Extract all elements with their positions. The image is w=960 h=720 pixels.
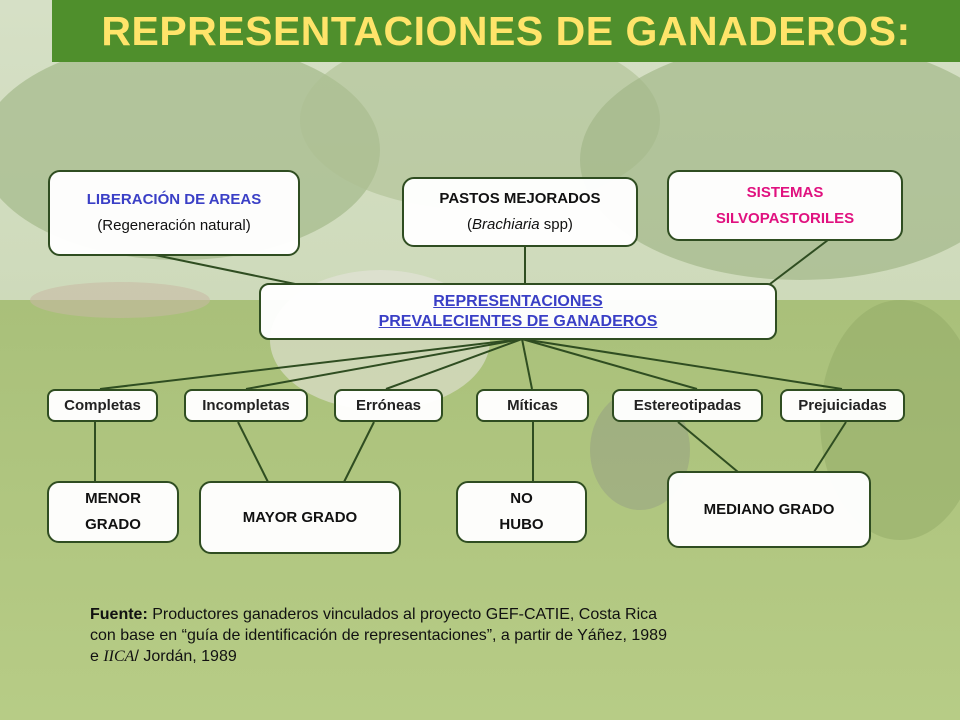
pastos-sub-open: ( (467, 216, 473, 233)
source-text3c: / Jordán, 1989 (134, 648, 237, 665)
connector-sistemas (770, 240, 828, 284)
connector-incompletas-mayor (238, 422, 268, 482)
box-sistemas-silvopastoriles (667, 170, 903, 241)
box-representaciones-prevalecientes (259, 283, 777, 340)
connector-estereotipadas-mediano (678, 422, 738, 472)
grade-menor (47, 481, 179, 543)
category-incompletas: Incompletas (184, 389, 308, 422)
source-iica: IICA (103, 648, 135, 665)
center-line1: REPRESENTACIONES (433, 292, 603, 310)
mayor-line1: MAYOR GRADO (242, 508, 358, 526)
sistemas-line2: SILVOPASTORILES (715, 209, 855, 227)
source-line3 (90, 646, 870, 667)
pastos-sub (467, 212, 573, 238)
box-liberacion-de-areas (48, 170, 300, 256)
mediano-line1: MEDIANO GRADO (703, 500, 835, 518)
menor-line2: GRADO (85, 516, 141, 533)
connector-liberacion (155, 255, 300, 285)
grade-mayor (199, 481, 401, 554)
grade-no-hubo (456, 481, 587, 543)
grade-mediano (667, 471, 871, 548)
connector-prejuiciadas (522, 339, 842, 389)
category-erroneas: Erróneas (334, 389, 443, 422)
page-title: REPRESENTACIONES DE GANADEROS: (101, 7, 911, 54)
source-label: Fuente: (90, 606, 148, 623)
category-prejuiciadas: Prejuiciadas (780, 389, 905, 422)
box-pastos-mejorados (402, 177, 638, 247)
pastos-sub-rest: spp) (539, 216, 573, 233)
category-miticas: Míticas (476, 389, 589, 422)
no-line1: NO (510, 490, 533, 507)
category-estereotipadas: Estereotipadas (612, 389, 763, 422)
center-line2: PREVALECIENTES DE GANADEROS (378, 312, 658, 330)
no-line2: HUBO (499, 516, 544, 533)
connector-estereotipadas (522, 339, 697, 389)
menor-line1: MENOR (85, 490, 141, 507)
liberacion-sub: (Regeneración natural) (97, 217, 251, 234)
sistemas-line1: SISTEMAS (746, 183, 824, 201)
source-text1: Productores ganaderos vinculados al proyecto GEF-CATIE, Costa Rica (147, 606, 658, 623)
connector-erroneas-mayor (344, 422, 374, 482)
source-line1 (90, 604, 870, 625)
source-text3a: e (90, 648, 104, 665)
connector-completas (100, 339, 522, 389)
liberacion-label: LIBERACIÓN DE AREAS (86, 191, 262, 208)
source-note (90, 604, 870, 667)
connector-incompletas (246, 339, 522, 389)
connector-miticas (522, 339, 532, 389)
pastos-label: PASTOS MEJORADOS (439, 190, 601, 207)
category-completas: Completas (47, 389, 158, 422)
pastos-sub-italic: Brachiaria (472, 216, 540, 233)
connector-prejuiciadas-mediano (814, 422, 846, 472)
source-line2: con base en “guía de identificación de representaciones”, a partir de Yáñez, 1989 (90, 627, 667, 644)
